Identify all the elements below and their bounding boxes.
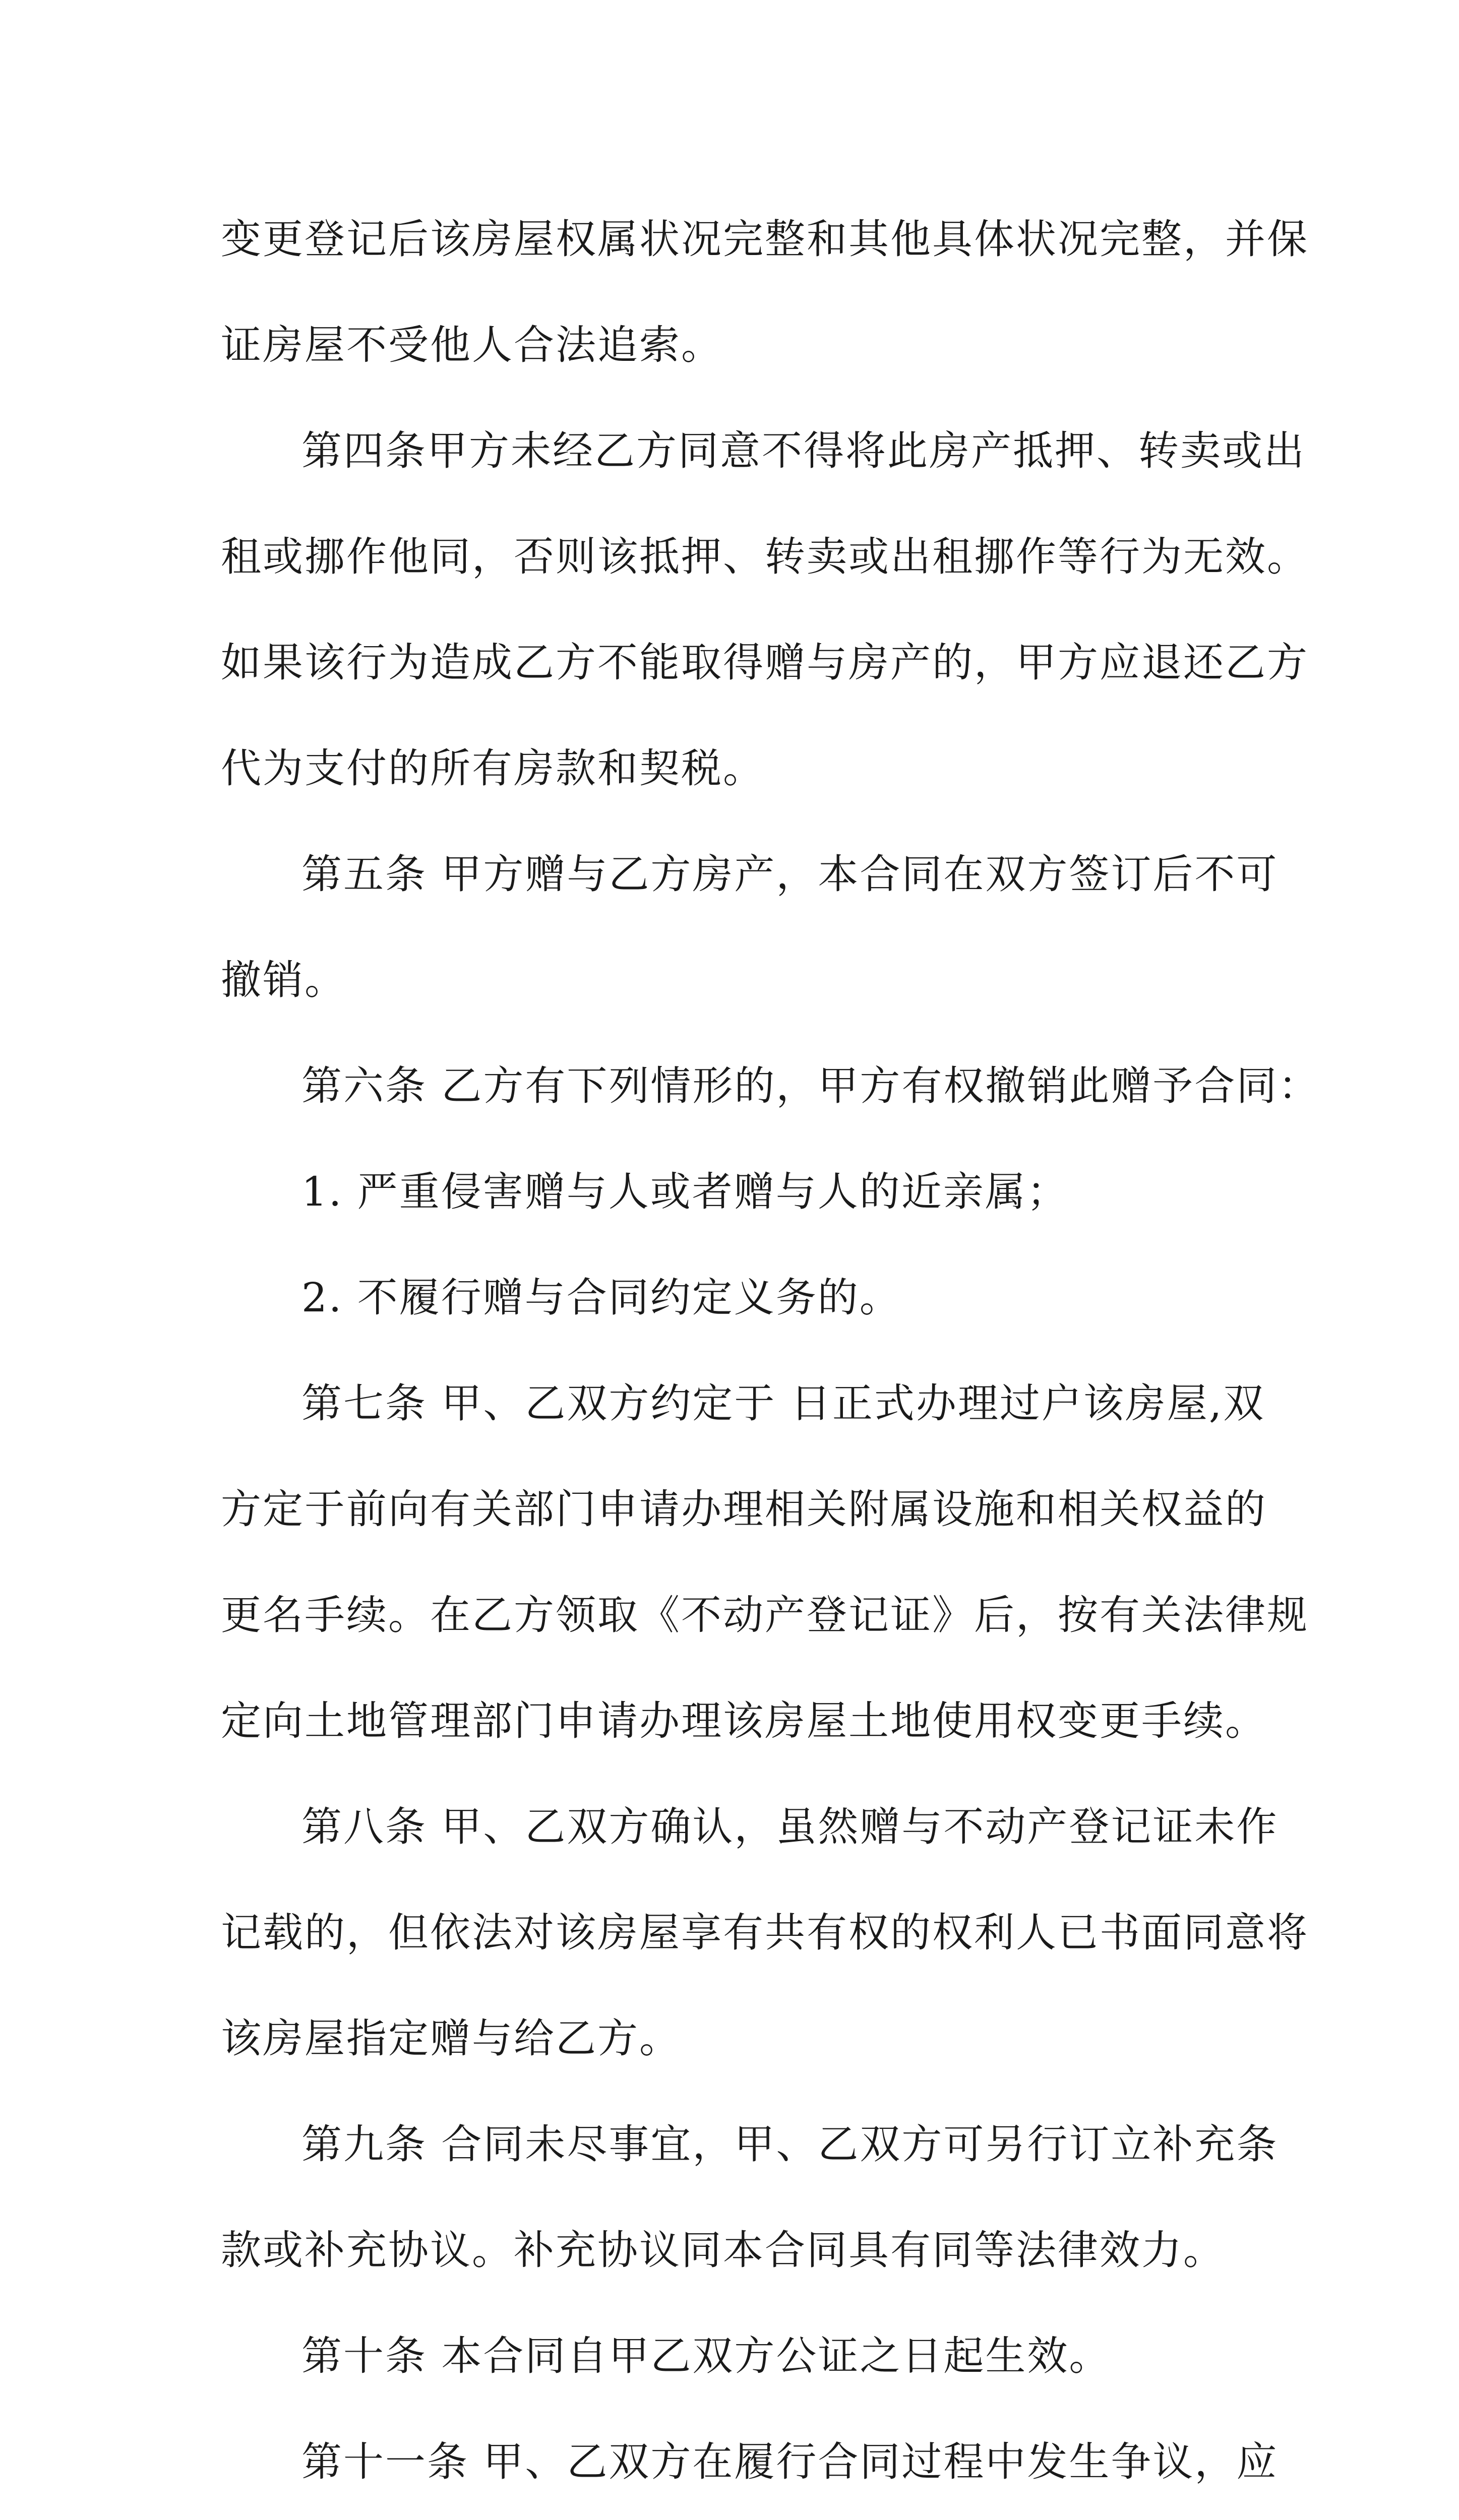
text-line: 代为支付的所有房款和契税。 bbox=[221, 745, 765, 792]
text-line: 该房屋指定赠与给乙方。 bbox=[221, 2015, 681, 2062]
text-line: 第八条 甲、乙双方确认，虽然赠与不动产登记证未作 bbox=[301, 1803, 1279, 1850]
text-line: 2. 不履行赠与合同约定义务的。 bbox=[301, 1274, 901, 1321]
contract-text-body bbox=[221, 186, 1320, 2520]
text-line: 撤销。 bbox=[221, 957, 346, 1003]
text-line: 变更登记后该房屋权属状况完整和其他具体状况完整，并保 bbox=[221, 216, 1309, 263]
text-line: 1. 严重侵害赠与人或者赠与人的近亲属； bbox=[301, 1168, 1069, 1215]
text-line: 款或补充协议。补充协议同本合同具有同等法律效力。 bbox=[221, 2227, 1225, 2274]
text-line: 更名手续。在乙方领取《不动产登记证》后，按有关法律规 bbox=[221, 1592, 1309, 1639]
text-line: 第十条 本合同自甲乙双方公证之日起生效。 bbox=[301, 2333, 1111, 2379]
text-line: 第五条 甲方赠与乙方房产，本合同在双方签订后不可 bbox=[301, 851, 1279, 898]
text-line: 记载的，但依法对该房屋享有共有权的权利人已书面同意将 bbox=[221, 1909, 1309, 1956]
text-line: 如果该行为造成乙方不能取得赠与房产的，甲方应退还乙方 bbox=[221, 639, 1309, 686]
text-line: 租或挪作他同，否则该抵押、转卖或出租挪作等行为无效。 bbox=[221, 533, 1309, 580]
text-line: 第六条 乙方有下列情形的，甲方有权撤销此赠予合同： bbox=[301, 1062, 1320, 1109]
text-line: 第七条 甲、乙双方约定于 日正式办理过户该房屋,双 bbox=[301, 1380, 1265, 1427]
text-line: 证房屋不受他人合法追索。 bbox=[221, 322, 723, 368]
text-line: 第九条 合同未尽事宜，甲、乙双方可另行订立补充条 bbox=[301, 2121, 1279, 2168]
text-line: 定向土地管理部门申请办理该房屋土地使用权变更手续。 bbox=[221, 1697, 1267, 1744]
text-line: 方定于前向有关部门申请办理相关附属设施和相关权益的 bbox=[221, 1486, 1267, 1533]
text-line: 第十一条 甲、乙双方在履行合同过程中发生争议，应 bbox=[301, 2438, 1279, 2485]
text-line: 第四条甲方未经乙方同意不得将此房产抵押、转卖或出 bbox=[301, 427, 1306, 474]
text-line bbox=[221, 2515, 1244, 2520]
